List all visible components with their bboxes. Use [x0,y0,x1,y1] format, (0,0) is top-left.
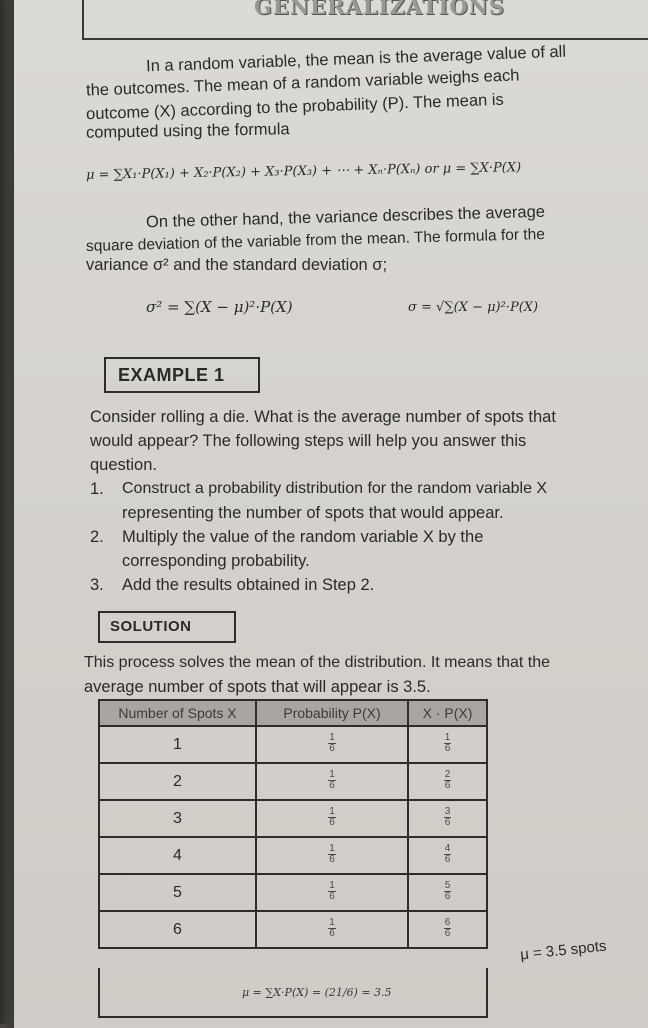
spots-cell: 2 [99,763,256,800]
probability-distribution-table [98,699,488,949]
step-number: 2. [90,528,104,546]
page-title: GENERALIZATIONS [254,0,506,19]
step-number: 1. [90,480,104,498]
header-probability: Probability P(X) [256,700,408,726]
variance-formula: σ² = ∑(X − μ)²·P(X) [146,298,293,316]
step-line: Construct a probability distribution for the random variable X [122,480,548,497]
mean-result: μ = 3.5 spots [519,937,608,964]
spots-cell: 3 [99,800,256,837]
example-line-3: question. [90,456,157,474]
table-row [99,911,487,948]
spots-cell: 4 [99,837,256,874]
spots-cell: 5 [99,874,256,911]
step-line: Add the results obtained in Step 2. [122,576,375,594]
table-row [99,874,487,911]
example-line-1: Consider rolling a die. What is the average number of spots that [90,408,556,426]
probability-cell: $\frac{1}{6}$ [256,763,408,800]
product-cell: $\frac{5}{6}$ [408,874,487,911]
intro-line-4: computed using the formula [85,120,290,142]
solution-line-2: average number of spots that will appear is 3.5. [84,678,431,696]
intro-line-1: In a random variable, the mean is the average value of all [145,42,567,76]
table-row [99,800,487,837]
example-label: EXAMPLE 1 [104,357,260,393]
product-cell: $\frac{2}{6}$ [408,763,487,800]
table-row [99,726,487,763]
example-line-2: would appear? The following steps will help you answer this [90,432,527,450]
product-cell: $\frac{1}{6}$ [408,726,487,763]
step-number: 3. [90,576,104,594]
probability-cell: $\frac{1}{6}$ [256,874,408,911]
step-line: corresponding probability. [122,552,310,570]
probability-cell: $\frac{1}{6}$ [256,800,408,837]
product-cell: $\frac{4}{6}$ [408,837,487,874]
probability-cell: $\frac{1}{6}$ [256,911,408,948]
intro-line-3: outcome (X) according to the probability (P). The mean is [85,90,505,124]
variance-line-2: square deviation of the variable from the mean. The formula for the [85,225,546,256]
solution-line-1: This process solves the mean of the distribution. It means that the [84,654,551,671]
spots-cell: 1 [99,726,256,763]
header-x-times-p: X · P(X) [408,700,487,726]
table-row [99,763,487,800]
header-number-of-spots: Number of Spots X [99,700,256,726]
sum-formula: μ = ∑X·P(X) = (21/6) = 3.5 [242,986,392,999]
product-cell: $\frac{3}{6}$ [408,800,487,837]
page-shadow [0,0,14,1024]
solution-label: SOLUTION [98,611,236,643]
probability-cell: $\frac{1}{6}$ [256,726,408,763]
variance-line-1: On the other hand, the variance describes the average [145,202,546,232]
mean-formula: μ = ∑X₁·P(X₁) + X₂·P(X₂) + X₃·P(X₃) + ⋯ + Xₙ·P(Xₙ) or μ = ∑X·P(X) [85,160,522,183]
step-line: representing the number of spots that would appear. [122,504,504,522]
standard-deviation-formula: σ = √∑(X − μ)²·P(X) [408,300,539,315]
variance-line-3: variance σ² and the standard deviation σ; [86,256,388,274]
table-header-row [99,700,487,726]
document-page [14,0,648,1028]
step-line: Multiply the value of the random variable X by the [122,528,484,546]
probability-cell: $\frac{1}{6}$ [256,837,408,874]
product-cell: $\frac{6}{6}$ [408,911,487,948]
intro-line-2: the outcomes. The mean of a random variable weighs each [85,66,520,100]
table-row [99,837,487,874]
table-sum-row [98,968,488,1018]
spots-cell: 6 [99,911,256,948]
